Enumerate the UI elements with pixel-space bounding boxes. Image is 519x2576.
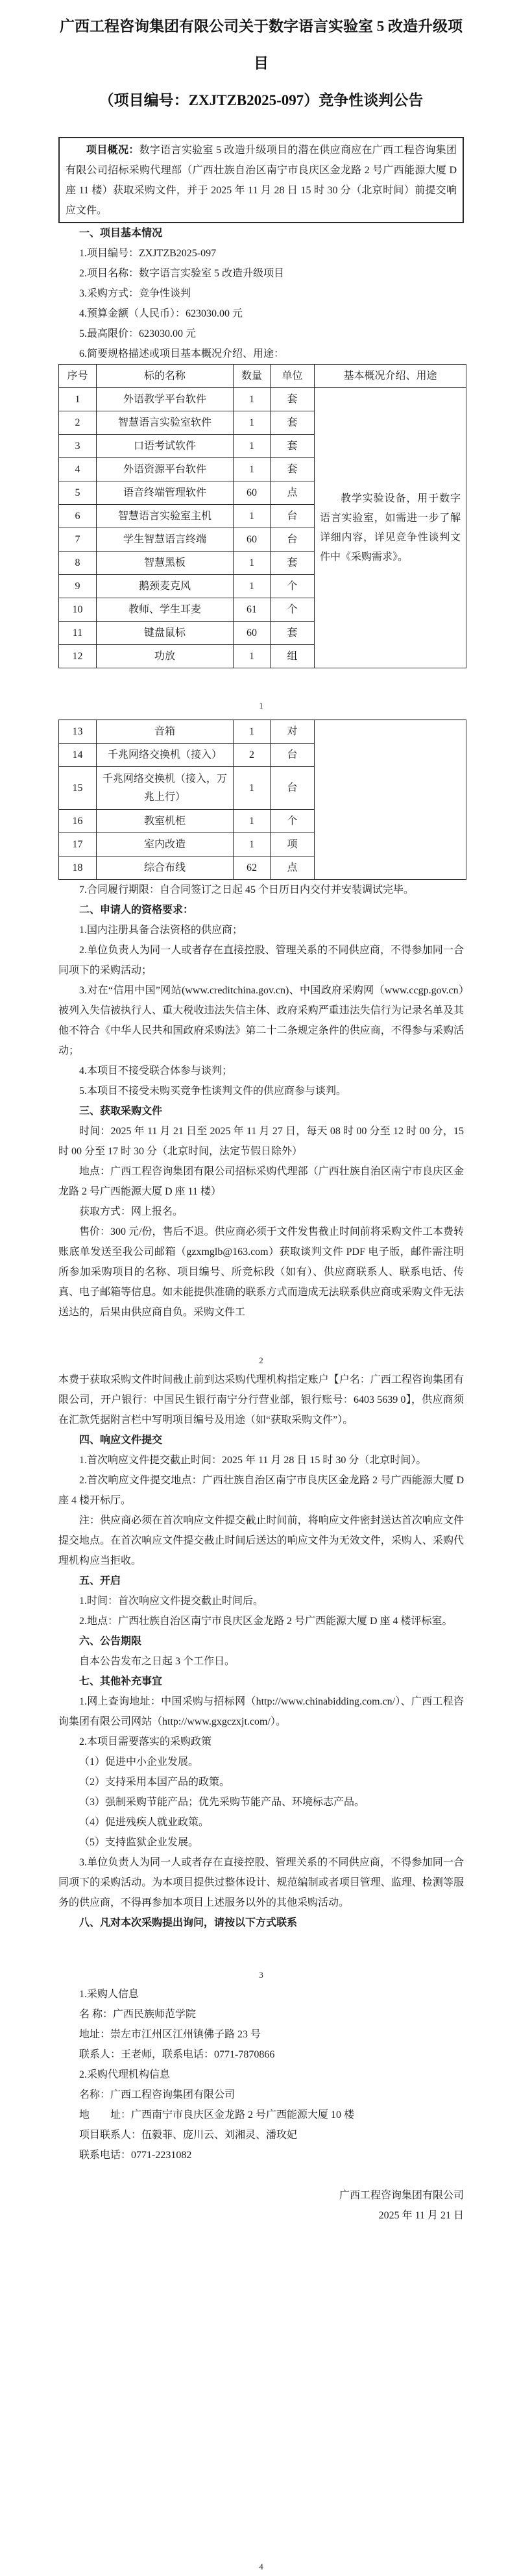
overview-text: 数字语言实验室 5 改造升级项目的潜在供应商应在广西工程咨询集团有限公司招标采购代理部（广西壮族自治区南宁市良庆区金龙路 2 号广西能源大厦 D 座 11 楼）获取采购文件，并于 2025 年 11 月 28 日 15 时 30 分（北京时间）前提交响应文件。	[66, 145, 457, 216]
cell-unit: 套	[271, 552, 315, 575]
cell-name: 功放	[97, 645, 234, 668]
cell-name: 千兆网络交换机（接入）	[97, 744, 234, 767]
cell-qty: 2	[234, 744, 271, 767]
para-opening-place: 2.地点：广西壮族自治区南宁市良庆区金龙路 2 号广西能源大厦 D 座 4 楼评标室。	[79, 1616, 453, 1627]
cell-name: 千兆网络交换机（接入，万兆上行）	[97, 767, 234, 810]
cell-no: 17	[59, 833, 97, 857]
cell-unit: 个	[271, 575, 315, 598]
cell-qty: 61	[234, 598, 271, 622]
para-agency-contacts: 项目联系人：伍毅菲、庞川云、刘湘灵、潘玫妃	[79, 2130, 298, 2141]
cell-qty: 62	[234, 857, 271, 880]
para-policy-5: （5）支持监狱企业发展。	[79, 1837, 199, 1848]
para-budget: 4.预算金额（人民币）：623030.00 元	[79, 308, 243, 319]
cell-name: 键盘鼠标	[97, 622, 234, 645]
cell-no: 7	[59, 528, 97, 552]
section-heading-obtain-documents: 三、获取采购文件	[79, 1106, 163, 1117]
cell-qty: 1	[234, 575, 271, 598]
cell-qty: 60	[234, 528, 271, 552]
cell-no: 6	[59, 505, 97, 528]
para-purchaser-contact: 联系人：王老师，联系电话：0771-7870866	[79, 2049, 275, 2060]
cell-no: 18	[59, 857, 97, 880]
cell-name: 室内改造	[97, 833, 234, 857]
cell-description: 教学实验设备，用于数字语言实验室，如需进一步了解详细内容，详见竞争性谈判文件中《采购需求》。	[315, 388, 466, 668]
para-document-price-part2: 本费于获取采购文件时间截止前到达采购代理机构指定账户【户名：广西工程咨询集团有限公司，开户银行：中国民生银行南宁分行营业部，银行账号：6403 5639 0】，供应商须在汇款凭据附言栏中写明项目编号及用途（如“获取采购文件”）。	[58, 1374, 464, 1426]
header-unit: 单位	[271, 365, 315, 388]
cell-name: 学生智慧语言终端	[97, 528, 234, 552]
section-heading-qualification: 二、申请人的资格要求：	[79, 905, 194, 916]
table-row	[59, 720, 466, 744]
cell-no: 1	[59, 388, 97, 411]
para-submission-deadline: 1.首次响应文件提交截止时间：2025 年 11 月 28 日 15 时 30 分（北京时间）。	[79, 1455, 427, 1466]
cell-unit: 台	[271, 528, 315, 552]
overview-label: 项目概况：	[86, 145, 139, 156]
cell-no: 9	[59, 575, 97, 598]
page-number-4: 4	[259, 2562, 263, 2571]
para-document-price-part1: 售价：300 元/份，售后不退。供应商必须于文件发售截止时间前将采购文件工本费转账底单发送至我公司邮箱（gzxmglb@163.com）获取谈判文件 PDF 电子版，邮件需注明所参加采购项目的名称、项目编号、所竞标段（如有）、供应商联系人、联系电话、传真、电子邮箱等信息。如未能提供准确的联系方式而造成无法联系供应商或采购文件无法送达的，后果由供应商自负。采购文件工	[58, 1226, 464, 1318]
cell-unit: 套	[271, 458, 315, 481]
cell-no: 4	[59, 458, 97, 481]
cell-no: 3	[59, 435, 97, 458]
para-agency-heading: 2.采购代理机构信息	[79, 2069, 171, 2080]
signature-block	[58, 2185, 464, 2226]
items-table-part2	[58, 719, 466, 880]
cell-unit: 点	[271, 857, 315, 880]
para-policy-heading: 2.本项目需要落实的采购政策	[79, 1736, 212, 1747]
cell-name: 口语考试软件	[97, 435, 234, 458]
cell-no: 16	[59, 810, 97, 833]
cell-name: 外语教学平台软件	[97, 388, 234, 411]
cell-qty: 1	[234, 645, 271, 668]
cell-no: 11	[59, 622, 97, 645]
cell-unit: 台	[271, 744, 315, 767]
para-policy-1: （1）促进中小企业发展。	[79, 1756, 199, 1768]
announcement-document	[0, 8, 519, 2571]
header-name: 标的名称	[97, 365, 234, 388]
para-other-item3: 3.单位负责人为同一人或者存在直接控股、管理关系的不同供应商，不得参加同一合同项下的采购活动。为本项目提供过整体设计、规范编制或者项目管理、监理、检测等服务的供应商，不得再参加本项目上述服务以外的其他采购活动。	[58, 1857, 464, 1908]
cell-name: 智慧语言实验室软件	[97, 411, 234, 435]
cell-name: 智慧黑板	[97, 552, 234, 575]
cell-name: 智慧语言实验室主机	[97, 505, 234, 528]
cell-unit: 套	[271, 622, 315, 645]
cell-name: 教师、学生耳麦	[97, 598, 234, 622]
cell-no: 8	[59, 552, 97, 575]
header-no: 序号	[59, 365, 97, 388]
cell-unit: 台	[271, 505, 315, 528]
header-description: 基本概况介绍、用途	[315, 365, 466, 388]
para-spec-intro: 6.简要规格描述或项目基本概况介绍、用途：	[79, 348, 285, 359]
cell-name: 语音终端管理软件	[97, 481, 234, 505]
project-overview-box	[58, 137, 464, 223]
cell-no: 10	[59, 598, 97, 622]
items-table-part1	[58, 364, 466, 668]
cell-qty: 1	[234, 810, 271, 833]
cell-unit: 套	[271, 411, 315, 435]
para-purchaser-name: 名 称：广西民族师范学院	[79, 2009, 197, 2020]
para-policy-2: （2）支持采用本国产品的政策。	[79, 1777, 230, 1788]
para-submission-note: 注：供应商必须在首次响应文件提交截止时间前，将响应文件密封送达首次响应文件提交地点。在首次响应文件提交截止时间后送达的响应文件为无效文件，采购人、采购代理机构应当拒收。	[58, 1515, 464, 1566]
para-policy-3: （3）强制采购节能产品；优先采购节能产品、环境标志产品。	[79, 1797, 365, 1808]
cell-qty: 1	[234, 552, 271, 575]
para-qualification-4: 4.本项目不接受联合体参与谈判；	[79, 1065, 233, 1076]
cell-name: 教室机柜	[97, 810, 234, 833]
para-project-name: 2.项目名称：数字语言实验室 5 改造升级项目	[79, 268, 285, 279]
section-heading-submission: 四、响应文件提交	[79, 1435, 163, 1446]
para-online-query: 1.网上查询地址：中国采购与招标网（http://www.chinabidding.com.cn/）、广西工程咨询集团有限公司网站（http://www.gxgczxjt.com/）。	[58, 1696, 464, 1727]
para-agency-address: 地 址：广西南宁市良庆区金龙路 2 号广西能源大厦 10 楼	[79, 2109, 355, 2120]
para-qualification-3: 3.对在“信用中国”网站(www.creditchina.gov.cn)、中国政府采购网（www.ccgp.gov.cn）被列入失信被执行人、重大税收违法失信主体、政府采购严重违法失信行为记录名单及其他不符合《中华人民共和国政府采购法》第二十二条规定条件的供应商，不得参与采购活动；	[58, 985, 464, 1056]
page-number-2: 2	[259, 1355, 263, 1365]
para-notice-period: 自本公告发布之日起 3 个工作日。	[79, 1656, 235, 1667]
table-row	[59, 388, 466, 411]
section-heading-contact: 八、凡对本次采购提出询问，请按以下方式联系	[79, 1917, 298, 1928]
cell-unit: 台	[271, 767, 315, 810]
cell-unit: 个	[271, 598, 315, 622]
cell-qty: 1	[234, 505, 271, 528]
table-header-row	[59, 365, 466, 388]
para-project-no: 1.项目编号：ZXJTZB2025-097	[79, 248, 217, 259]
para-agency-phone: 联系电话：0771-2231082	[79, 2150, 192, 2161]
page-content	[58, 8, 464, 2576]
section-heading-other: 七、其他补充事宜	[79, 1676, 163, 1687]
cell-no: 5	[59, 481, 97, 505]
cell-qty: 1	[234, 720, 271, 744]
doc-title-line1: 广西工程咨询集团有限公司关于数字语言实验室 5 改造升级项目	[60, 18, 463, 71]
para-purchaser-address: 地址：崇左市江州区江州镇佛子路 23 号	[79, 2029, 261, 2040]
section-heading-opening: 五、开启	[79, 1575, 121, 1586]
cell-qty: 1	[234, 388, 271, 411]
cell-unit: 套	[271, 388, 315, 411]
cell-unit: 对	[271, 720, 315, 744]
para-max-price: 5.最高限价：623030.00 元	[79, 328, 197, 339]
cell-name: 鹅颈麦克风	[97, 575, 234, 598]
page-number-3: 3	[259, 1970, 263, 1980]
para-qualification-5: 5.本项目不接受未购买竞争性谈判文件的供应商参与谈判。	[79, 1086, 347, 1097]
para-opening-time: 1.时间：首次响应文件提交截止时间后。	[79, 1596, 264, 1607]
para-agency-name: 名称：广西工程咨询集团有限公司	[79, 2089, 235, 2100]
signature-date: 2025 年 11 月 21 日	[378, 2210, 464, 2221]
cell-qty: 1	[234, 435, 271, 458]
cell-no: 14	[59, 744, 97, 767]
para-qualification-2: 2.单位负责人为同一人或者存在直接控股、管理关系的不同供应商，不得参加同一合同项下的采购活动；	[58, 945, 464, 976]
cell-unit: 个	[271, 810, 315, 833]
cell-unit: 项	[271, 833, 315, 857]
para-submission-place: 2.首次响应文件提交地点：广西壮族自治区南宁市良庆区金龙路 2 号广西能源大厦 D 座 4 楼开标厅。	[58, 1475, 464, 1506]
para-purchaser-heading: 1.采购人信息	[79, 1989, 139, 2000]
cell-qty: 1	[234, 411, 271, 435]
para-qualification-1: 1.国内注册具备合法资格的供应商；	[79, 925, 243, 936]
cell-qty: 60	[234, 481, 271, 505]
cell-unit: 点	[271, 481, 315, 505]
cell-qty: 60	[234, 622, 271, 645]
para-procurement-method: 3.采购方式：竞争性谈判	[79, 288, 191, 299]
cell-qty: 1	[234, 767, 271, 810]
cell-name: 外语资源平台软件	[97, 458, 234, 481]
page-number-1: 1	[259, 701, 263, 711]
cell-description-empty	[315, 720, 466, 880]
doc-title-line2: （项目编号：ZXJTZB2025-097）竞争性谈判公告	[99, 92, 424, 108]
para-policy-4: （4）促进残疾人就业政策。	[79, 1817, 210, 1828]
cell-no: 12	[59, 645, 97, 668]
section-heading-basic: 一、项目基本情况	[79, 228, 163, 239]
cell-qty: 1	[234, 833, 271, 857]
cell-unit: 套	[271, 435, 315, 458]
para-obtain-time: 时间：2025 年 11 月 21 日至 2025 年 11 月 27 日，每天 08 时 00 分至 12 时 00 分，15 时 00 分至 17 时 30 分（北京时间，法定节假日除外）	[58, 1126, 464, 1157]
cell-no: 13	[59, 720, 97, 744]
cell-name: 音箱	[97, 720, 234, 744]
signature-company: 广西工程咨询集团有限公司	[339, 2190, 464, 2201]
project-overview-paragraph	[66, 140, 457, 221]
cell-name: 综合布线	[97, 857, 234, 880]
cell-qty: 1	[234, 458, 271, 481]
cell-no: 2	[59, 411, 97, 435]
doc-title	[58, 8, 464, 119]
header-qty: 数量	[234, 365, 271, 388]
para-contract-term: 7.合同履行期限：自合同签订之日起 45 个日历日内交付并安装调试完毕。	[79, 884, 415, 895]
cell-no: 15	[59, 767, 97, 810]
section-heading-notice-period: 六、公告期限	[79, 1636, 142, 1647]
para-obtain-place: 地点：广西工程咨询集团有限公司招标采购代理部（广西壮族自治区南宁市良庆区金龙路 2 号广西能源大厦 D 座 11 楼）	[58, 1166, 464, 1197]
cell-unit: 组	[271, 645, 315, 668]
para-obtain-method: 获取方式：网上报名。	[79, 1206, 184, 1217]
